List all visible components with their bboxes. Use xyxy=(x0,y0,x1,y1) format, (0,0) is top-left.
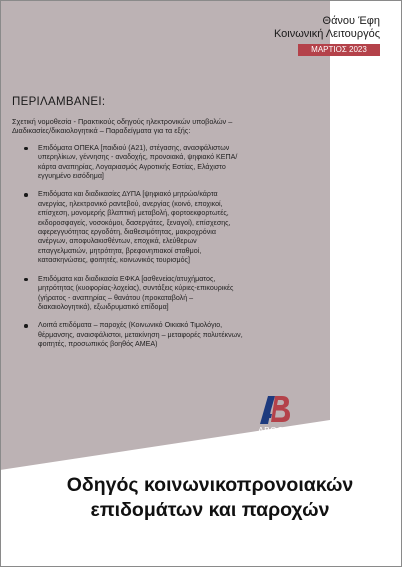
contents-intro: Σχετική νομοθεσία - Πρακτικούς οδηγούς ηλεκτρονικών υποβολών – Διαδικασίες/δικαιολογητικά – Παραδείγματα για τα εξής: xyxy=(12,117,233,136)
author-name: Θάνου Έφη xyxy=(322,15,380,27)
wordmark-books: BOOKS xyxy=(264,425,297,435)
list-item-text: Επιδόματα ΟΠΕΚΑ [παιδιού (Α21), στέγασης, ανασφάλιστων υπερηλίκων, γέννησης - αναδοχής, προνοιακά, ψηφιακό ΚΕΠΑ/κάρτα αναπηρίας, Λογαριασμός Αγροτικής Εστίας, Ελάχιστο εγγυημένο εισόδημα] xyxy=(38,143,238,181)
list-item-text: Επιδόματα και διαδικασία ΕΦΚΑ [ασθενείας/ατυχήματος, μητρότητας (κυοφορίας-λοχείας), συντάξεις κύριες-επικουρικές (γήρατος - αναπηρίας – θανάτου (προκαταβολή – διακαιολογητικά), εξωιδρυματικό επίδομα] xyxy=(38,274,234,311)
book-title-line-2: επιδομάτων και παροχών xyxy=(90,499,330,521)
list-item-text: Λοιπά επιδόματα – παροχές (Κοινωνικό Οικιακό Τιμολόγιο, θέρμανσης, αναισφάλιστοι, μετακίνηση – μεταφορές πολυτέκνων, φοιτητές, προσωπικός βοηθός ΑΜΕΑ) xyxy=(38,321,243,349)
publisher-tagline: ΕΚΔΟΣΕΙΣ xyxy=(256,437,302,447)
author-role: Κοινωνική Λειτουργός xyxy=(273,28,380,40)
book-title-line-1: Οδηγός κοινωνικοπρονοιακών xyxy=(66,474,354,496)
list-item-text: Επιδόματα και διαδικασίες ΔΥΠΑ [ψηφιακό μητρώο/κάρτα ανεργίας, ηλεκτρονικό ραντεβού, ανεργίας (κοινό, εποχικοί, επίσχεση, μονομερής βλαπτική μεταβολή, φορτοεκφορτωτές, εκδοροσφαγείς, νοσοκόμοι, δασεργάτες, ξεναγοί), επίσχεσης, αφερεγγυότητας εργοδότη, διαθεσιμότητας, μακροχρόνια ανέργων, αποφυλακισθέντων, εποχικά, ελεύθερων επαγγελματιών, μητρότητα, βρεφονηπιακοί σταθμοί, κατασκηνώσεις, φοιτητές, κοινωνικός τουρισμός] xyxy=(38,190,231,265)
contents-title: ΠΕΡΙΛΑΜΒΑΝΕΙ: xyxy=(12,96,106,108)
date-badge: ΜΑΡΤΙΟΣ 2023 xyxy=(298,44,380,56)
wordmark-a: A xyxy=(258,425,265,435)
